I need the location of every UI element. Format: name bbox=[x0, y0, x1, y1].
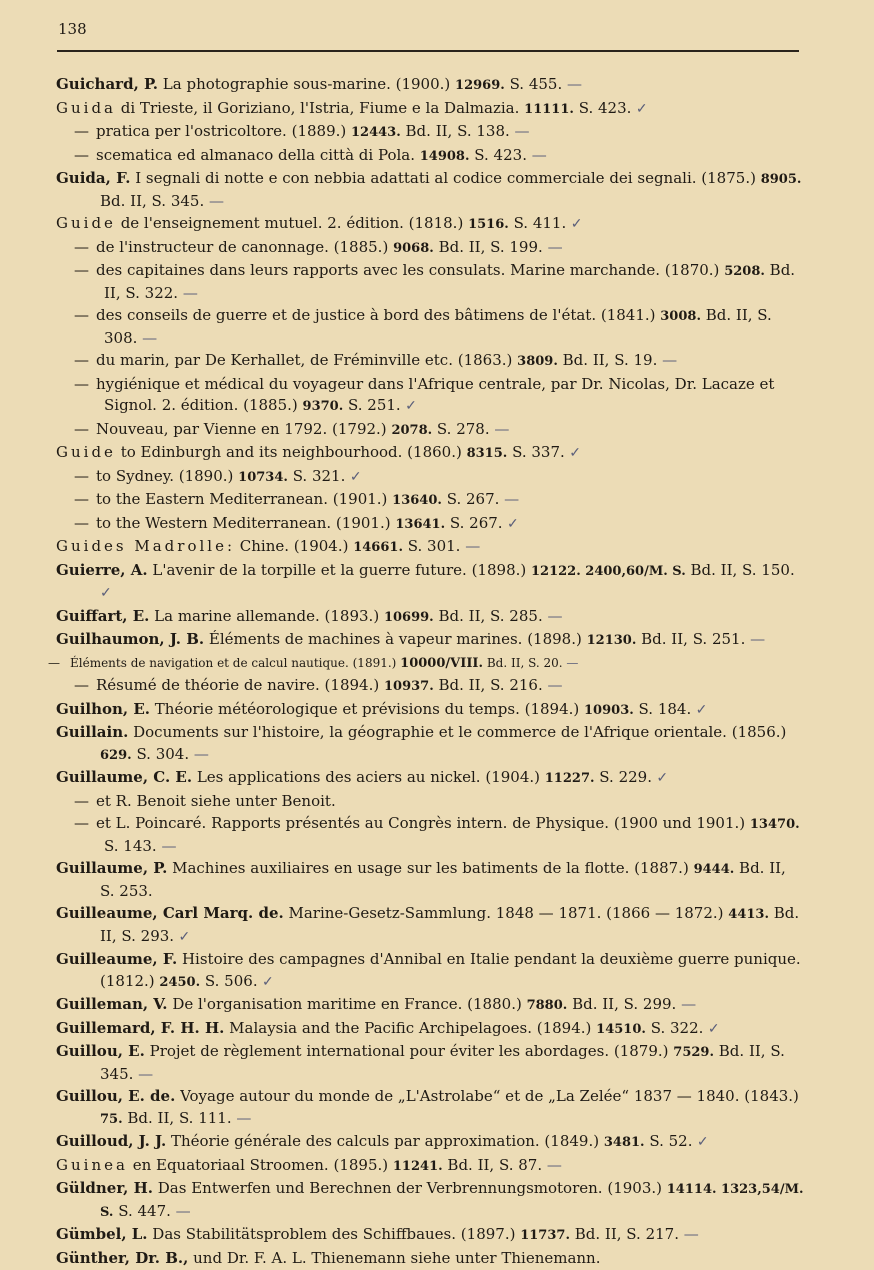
entry-title: to the Eastern Mediterranean. (1901.) bbox=[96, 490, 393, 508]
entry-head: Güldner, H. bbox=[56, 1179, 154, 1197]
entry-mark: ✓ bbox=[345, 468, 362, 485]
entry-mark: — bbox=[460, 537, 481, 555]
catalog-entry bbox=[48, 629, 808, 652]
entry-mark: — bbox=[189, 744, 209, 763]
entry-reference: S. 506. bbox=[200, 971, 258, 990]
ditto-dash: — bbox=[74, 351, 89, 369]
ditto-dash: — bbox=[74, 306, 89, 324]
entry-number: 9370. bbox=[302, 399, 344, 414]
entry-reference: S. 52. bbox=[644, 1132, 693, 1150]
catalog-entry bbox=[48, 767, 808, 790]
entry-reference: Bd. II, S. 299. bbox=[567, 995, 677, 1013]
entry-mark: — bbox=[133, 1064, 154, 1083]
entry-number: 12969. bbox=[455, 78, 505, 93]
entry-number: 10699. bbox=[383, 609, 434, 625]
entry-number: 11241. bbox=[392, 1158, 443, 1174]
entry-title: du marin, par De Kerhallet, de Fréminville etc. (1863.) bbox=[96, 351, 518, 369]
catalog-entry bbox=[48, 606, 808, 629]
catalog-entry bbox=[48, 1131, 808, 1154]
catalog-entry bbox=[48, 374, 808, 418]
entry-reference: Bd. II, S. 308. bbox=[104, 306, 772, 347]
entry-mark: ✓ bbox=[691, 701, 708, 718]
entry-mark: — bbox=[170, 1201, 191, 1220]
catalog-entry bbox=[48, 350, 808, 373]
entry-mark: — bbox=[562, 75, 583, 93]
entry-number: 12443. bbox=[351, 125, 401, 140]
catalog-entry bbox=[48, 466, 808, 489]
entry-number: 14114. 1323,54/M. S. bbox=[100, 1182, 804, 1220]
catalog-entry bbox=[48, 791, 808, 813]
catalog-entry bbox=[48, 98, 808, 121]
catalog-entry bbox=[48, 1178, 808, 1223]
entry-title: des capitaines dans leurs rapports avec les consulats. Marine marchande. (1870.) bbox=[96, 261, 725, 279]
entry-head: Guilleman, V. bbox=[56, 995, 168, 1013]
entry-reference: Bd. II, S. 150. bbox=[685, 560, 795, 579]
catalog-entry bbox=[48, 260, 808, 304]
entry-head: Guilhaumon, J. B. bbox=[56, 630, 205, 648]
catalog-entry bbox=[48, 145, 808, 168]
entry-title: und Dr. F. A. L. Thienemann siehe unter Thienemann. bbox=[188, 1248, 601, 1267]
entry-number: 2450. bbox=[159, 974, 201, 990]
entry-reference: S. 267. bbox=[445, 513, 503, 532]
entry-reference: Bd. II, S. 138. bbox=[400, 122, 510, 140]
catalog-entry bbox=[48, 1224, 808, 1247]
catalog-entry bbox=[48, 305, 808, 349]
entry-title: De l'organisation maritime en France. (1880.) bbox=[167, 995, 527, 1013]
entry-number: 13640. bbox=[392, 493, 442, 508]
entry-head: Guilhon, E. bbox=[56, 699, 151, 718]
ditto-dash: — bbox=[74, 513, 89, 532]
entry-title: Éléments de machines à vapeur marines. (1898.) bbox=[204, 630, 587, 648]
entry-title: Malaysia and the Pacific Archipelagoes. (1894.) bbox=[224, 1018, 597, 1037]
entry-title: Voyage autour du monde de „L'Astrolabe“ et de „La Zelée“ 1837 — 1840. (1843.) bbox=[175, 1087, 799, 1105]
entry-mark: ✓ bbox=[502, 515, 519, 532]
catalog-entry bbox=[48, 699, 808, 722]
catalog-entry bbox=[48, 1248, 808, 1270]
entry-number: 13641. bbox=[395, 516, 446, 532]
ditto-dash: — bbox=[74, 237, 89, 256]
entry-mark: — bbox=[678, 1225, 699, 1243]
entry-head: Guide bbox=[56, 443, 116, 461]
entry-reference: S. 321. bbox=[287, 466, 346, 485]
entry-number: 5208. bbox=[724, 264, 765, 279]
entry-head: Guinea bbox=[56, 1155, 128, 1174]
entry-head: Guichard, P. bbox=[56, 75, 159, 93]
entry-reference: S. 251. bbox=[343, 396, 401, 414]
entry-reference: S. 423. bbox=[573, 98, 632, 117]
entry-head: Guilleaume, Carl Marq. de. bbox=[56, 904, 284, 922]
entry-mark: — bbox=[657, 351, 678, 369]
entry-number: 3008. bbox=[660, 309, 701, 324]
entry-mark: ✓ bbox=[703, 1020, 720, 1037]
entry-reference: Bd. II, S. 285. bbox=[433, 606, 543, 625]
catalog-entry bbox=[48, 513, 808, 536]
entry-mark: — bbox=[676, 995, 697, 1013]
entry-head: Guilleaume, F. bbox=[56, 950, 178, 968]
entry-reference: Bd. II, S. 345. bbox=[100, 191, 205, 210]
entry-reference: Bd. II, S. 87. bbox=[442, 1155, 543, 1174]
catalog-entry bbox=[48, 675, 808, 698]
entry-title: La marine allemande. (1893.) bbox=[149, 606, 384, 625]
ditto-dash: — bbox=[74, 814, 89, 832]
entry-mark: — bbox=[156, 836, 177, 855]
ditto-dash: — bbox=[74, 145, 89, 164]
entry-head: Guiffart, E. bbox=[56, 606, 150, 625]
ditto-dash: — bbox=[74, 374, 89, 393]
entry-number: 7880. bbox=[526, 998, 568, 1013]
entry-number: 12130. bbox=[586, 633, 637, 648]
entry-reference: Bd. II, S. 322. bbox=[104, 261, 796, 302]
entry-number: 3481. bbox=[603, 1135, 645, 1150]
entry-reference: Bd. II, S. 345. bbox=[100, 1042, 785, 1083]
entry-number: 2078. bbox=[391, 422, 433, 438]
entry-reference: Bd. II, S. 19. bbox=[557, 351, 658, 369]
entry-mark: ✓ bbox=[174, 928, 191, 945]
entry-reference: S. 184. bbox=[633, 699, 692, 718]
entry-mark: — bbox=[499, 490, 520, 508]
entry-title: Documents sur l'histoire, la géographie et le commerce de l'Afrique orientale. (1856.) bbox=[128, 723, 787, 741]
entry-head: Guillaume, P. bbox=[56, 859, 168, 877]
entry-title: Théorie météorologique et prévisions du temps. (1894.) bbox=[150, 699, 585, 718]
entry-head: Guillou, E. de. bbox=[56, 1087, 176, 1105]
entry-reference: Bd. II, S. 217. bbox=[569, 1225, 679, 1243]
ditto-dash: — bbox=[74, 419, 89, 438]
entry-number: 8905. bbox=[760, 172, 802, 187]
catalog-entry bbox=[48, 74, 808, 97]
entry-reference: S. 267. bbox=[441, 490, 500, 508]
entry-title: en Equatoriaal Stroomen. (1895.) bbox=[127, 1155, 393, 1174]
entry-title: di Trieste, il Goriziano, l'Istria, Fiume e la Dalmazia. bbox=[116, 98, 525, 117]
ditto-dash: — bbox=[74, 122, 89, 140]
catalog-entry bbox=[48, 1155, 808, 1178]
ditto-dash: — bbox=[74, 490, 89, 508]
entry-mark: ✓ bbox=[692, 1134, 709, 1150]
page-number: 138 bbox=[58, 20, 87, 38]
entry-mark: — bbox=[562, 655, 579, 670]
entry-title: Marine-Gesetz-Sammlung. 1848 — 1871. (1866 — 1872.) bbox=[283, 904, 729, 922]
entry-title: Chine. (1904.) bbox=[235, 537, 354, 555]
entry-head: Günther, Dr. B., bbox=[56, 1248, 189, 1267]
entry-title: to the Western Mediterranean. (1901.) bbox=[96, 513, 396, 532]
catalog-entry bbox=[48, 168, 808, 212]
entry-mark: ✓ bbox=[400, 398, 417, 414]
entry-title: Projet de règlement international pour éviter les abordages. (1879.) bbox=[144, 1042, 674, 1060]
catalog-entry bbox=[48, 237, 808, 260]
ditto-dash: — bbox=[74, 791, 89, 810]
catalog-entry bbox=[48, 1041, 808, 1085]
entry-reference: Bd. II, S. 251. bbox=[636, 630, 746, 648]
entry-mark: — bbox=[542, 676, 563, 694]
entry-number: 10937. bbox=[383, 679, 434, 694]
catalog-entry bbox=[48, 994, 808, 1017]
entry-head: Guillou, E. bbox=[56, 1042, 145, 1060]
entry-mark: ✓ bbox=[100, 585, 112, 601]
entry-title: pratica per l'ostricoltore. (1889.) bbox=[96, 122, 351, 140]
entry-number: 3809. bbox=[517, 354, 558, 369]
entry-mark: — bbox=[542, 237, 563, 256]
entry-head: Guillaume, C. E. bbox=[56, 768, 193, 786]
entry-head: Guida bbox=[56, 98, 116, 117]
entry-head: Guides Madrolle: bbox=[56, 537, 236, 555]
entry-mark: ✓ bbox=[566, 216, 583, 232]
catalog-entry bbox=[48, 442, 808, 465]
entry-mark: ✓ bbox=[651, 770, 669, 786]
catalog-entry bbox=[48, 560, 808, 605]
entry-mark: — bbox=[489, 419, 510, 438]
entry-title: to Edinburgh and its neighbourhood. (1860.) bbox=[115, 443, 467, 461]
entry-number: 7529. bbox=[673, 1045, 715, 1060]
entry-title: to Sydney. (1890.) bbox=[96, 466, 239, 485]
catalog-entry bbox=[48, 419, 808, 442]
catalog-entry bbox=[48, 489, 808, 512]
entry-number: 8315. bbox=[466, 446, 508, 461]
catalog-entry bbox=[48, 536, 808, 559]
entry-mark: — bbox=[542, 1155, 562, 1174]
entry-mark: ✓ bbox=[257, 973, 274, 990]
entry-number: 1516. bbox=[468, 217, 509, 232]
entry-title: de l'instructeur de canonnage. (1885.) bbox=[96, 237, 394, 256]
entry-number: 75. bbox=[100, 1111, 123, 1127]
entry-mark: — bbox=[509, 122, 530, 140]
entry-reference: S. 229. bbox=[594, 768, 652, 786]
header-rule bbox=[57, 50, 799, 52]
entry-reference: S. 304. bbox=[131, 744, 190, 763]
entry-reference: Bd. II, S. 111. bbox=[122, 1108, 232, 1127]
entry-reference: S. 455. bbox=[504, 75, 563, 93]
entry-reference: S. 322. bbox=[645, 1018, 704, 1037]
entry-mark: ✓ bbox=[631, 100, 648, 117]
entry-title: I segnali di notte e con nebbia adattati al codice commerciale dei segnali. (1875.) bbox=[130, 169, 761, 187]
entry-reference: Bd. II, S. 199. bbox=[433, 237, 543, 256]
ditto-dash: — bbox=[74, 466, 89, 485]
entry-reference: S. 423. bbox=[469, 145, 527, 164]
entry-number: 4413. bbox=[728, 907, 769, 922]
entry-title: scematica ed almanaco della città di Pola. bbox=[96, 145, 420, 164]
entry-mark: — bbox=[137, 328, 158, 347]
entry-number: 14908. bbox=[419, 148, 470, 164]
catalog-entry bbox=[48, 722, 808, 766]
entry-number: 10000/VIII. bbox=[400, 655, 484, 671]
catalog-entry bbox=[48, 121, 808, 144]
entry-head: Guida, F. bbox=[56, 169, 131, 187]
entry-title: et L. Poincaré. Rapports présentés au Congrès intern. de Physique. (1900 und 1901.) bbox=[96, 814, 750, 832]
entry-mark: ✓ bbox=[564, 445, 581, 461]
catalog-entry bbox=[48, 653, 808, 675]
catalog-entry bbox=[48, 1018, 808, 1041]
entry-reference: S. 278. bbox=[432, 419, 490, 438]
entry-reference: Bd. II, S. 253. bbox=[100, 859, 786, 900]
entry-mark: — bbox=[204, 191, 225, 210]
entry-title: Théorie générale des calculs par approximation. (1849.) bbox=[166, 1132, 604, 1150]
entry-title: et R. Benoit siehe unter Benoit. bbox=[96, 791, 336, 810]
entry-number: 14661. bbox=[353, 540, 403, 555]
entry-title: Les applications des aciers au nickel. (1904.) bbox=[192, 768, 545, 786]
entry-title: Das Entwerfen und Berechnen der Verbrennungsmotoren. (1903.) bbox=[153, 1179, 667, 1197]
entry-head: Gümbel, L. bbox=[56, 1225, 148, 1243]
entry-title: Résumé de théorie de navire. (1894.) bbox=[96, 676, 384, 694]
entry-number: 14510. bbox=[596, 1021, 646, 1037]
entry-head: Guierre, A. bbox=[56, 560, 148, 579]
entry-head: Guilloud, J. J. bbox=[56, 1132, 167, 1150]
entry-reference: Bd. II, S. 20. bbox=[483, 655, 563, 670]
ditto-dash: — bbox=[74, 676, 89, 694]
entry-title: La photographie sous-marine. (1900.) bbox=[158, 75, 456, 93]
entry-number: 10734. bbox=[238, 469, 288, 485]
entry-head: Guillemard, F. H. H. bbox=[56, 1018, 225, 1037]
entry-title: hygiénique et médical du voyageur dans l'Afrique centrale, par Dr. Nicolas, Dr. Lacaze et Signol. 2. édition. (1885.) bbox=[96, 374, 775, 414]
entry-list bbox=[48, 74, 808, 1270]
entry-mark: — bbox=[542, 606, 563, 625]
entry-title: L'avenir de la torpille et la guerre future. (1898.) bbox=[147, 560, 531, 579]
entry-head: Guillain. bbox=[56, 723, 129, 741]
entry-reference: Bd. II, S. 216. bbox=[433, 676, 543, 694]
entry-number: 9068. bbox=[393, 240, 434, 256]
entry-number: 10903. bbox=[584, 702, 634, 718]
entry-reference: S. 447. bbox=[113, 1201, 171, 1220]
entry-title: Machines auxiliaires en usage sur les batiments de la flotte. (1887.) bbox=[167, 859, 694, 877]
ditto-dash: — bbox=[74, 261, 89, 279]
entry-reference: S. 143. bbox=[104, 836, 157, 855]
entry-reference: S. 411. bbox=[508, 214, 567, 232]
entry-title: Das Stabilitätsproblem des Schiffbaues. (1897.) bbox=[147, 1225, 521, 1243]
entry-number: 9444. bbox=[693, 862, 735, 877]
entry-number: 11227. bbox=[544, 771, 595, 786]
ditto-dash: — bbox=[48, 655, 60, 670]
entry-reference: S. 301. bbox=[402, 537, 461, 555]
catalog-entry bbox=[48, 949, 808, 993]
catalog-entry bbox=[48, 813, 808, 857]
catalog-entry bbox=[48, 213, 808, 236]
entry-reference: Bd. II, S. 293. bbox=[100, 904, 800, 945]
catalog-entry bbox=[48, 903, 808, 948]
entry-title: Éléments de navigation et de calcul nautique. (1891.) bbox=[70, 655, 401, 670]
catalog-entry bbox=[48, 858, 808, 902]
entry-number: 629. bbox=[100, 747, 132, 763]
entry-number: 11111. bbox=[524, 101, 574, 117]
entry-number: 11737. bbox=[520, 1228, 570, 1243]
entry-title: des conseils de guerre et de justice à bord des bâtimens de l'état. (1841.) bbox=[96, 306, 661, 324]
entry-number: 12122. 2400,60/M. S. bbox=[531, 563, 686, 579]
entry-mark: — bbox=[526, 145, 547, 164]
entry-reference: S. 337. bbox=[507, 443, 565, 461]
entry-number: 13470. bbox=[749, 817, 800, 832]
entry-title: Nouveau, par Vienne en 1792. (1792.) bbox=[96, 419, 392, 438]
catalog-entry bbox=[48, 1086, 808, 1130]
entry-mark: — bbox=[178, 283, 198, 302]
entry-title: de l'enseignement mutuel. 2. édition. (1818.) bbox=[115, 214, 469, 232]
entry-head: Guide bbox=[56, 214, 116, 232]
entry-mark: — bbox=[231, 1108, 252, 1127]
entry-mark: — bbox=[745, 630, 766, 648]
entry-title: Histoire des campagnes d'Annibal en Italie pendant la deuxième guerre punique. (1812.) bbox=[100, 950, 801, 990]
